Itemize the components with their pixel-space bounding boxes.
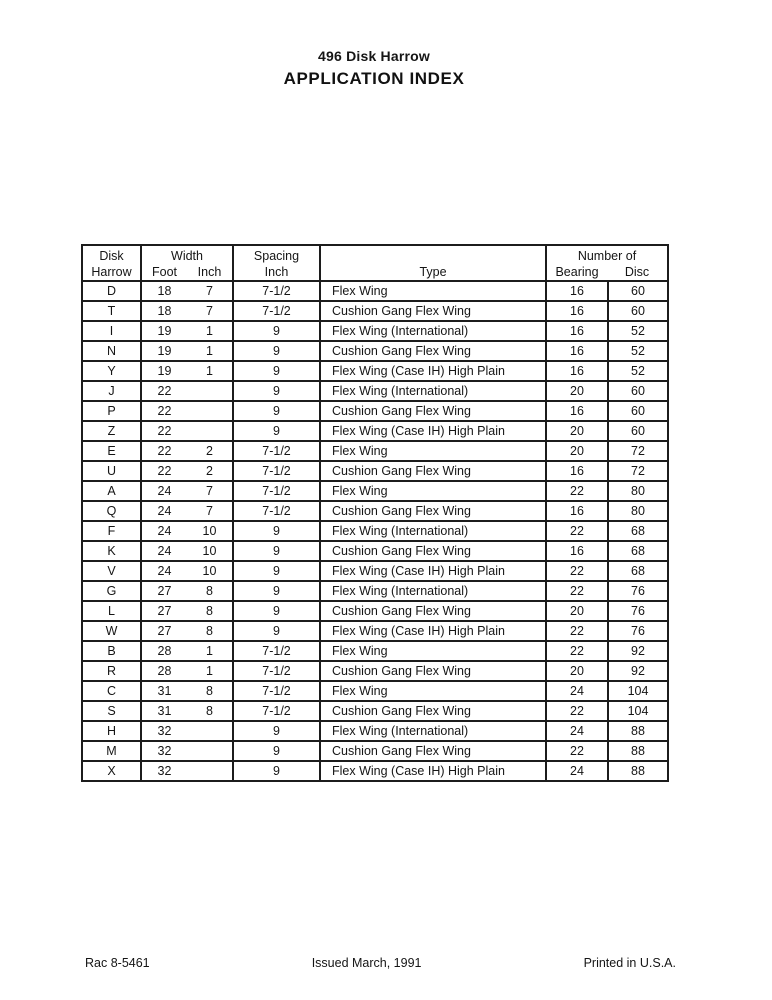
cell-bearing: 20 [546, 421, 608, 441]
cell-bearing: 16 [546, 361, 608, 381]
cell-inch: 7 [206, 284, 213, 298]
cell-disc: 52 [608, 341, 668, 361]
cell-disk-harrow: M [82, 741, 141, 761]
cell-spacing: 7-1/2 [233, 481, 320, 501]
cell-disc: 60 [608, 401, 668, 421]
cell-inch: 2 [206, 444, 213, 458]
header-foot: Foot [151, 265, 177, 279]
cell-foot: 28 [157, 644, 172, 658]
cell-foot: 22 [157, 464, 172, 478]
cell-type: Flex Wing [320, 281, 546, 301]
table-row [82, 341, 668, 361]
cell-inch: 1 [206, 644, 213, 658]
table-row [82, 561, 668, 581]
cell-spacing: 7-1/2 [233, 501, 320, 521]
cell-disc: 88 [608, 721, 668, 741]
header-disk-line1: Disk [99, 249, 124, 263]
cell-width [141, 281, 233, 301]
cell-width [141, 561, 233, 581]
cell-width [141, 481, 233, 501]
cell-type: Flex Wing [320, 481, 546, 501]
cell-inch: 10 [202, 564, 217, 578]
cell-type: Flex Wing (Case IH) High Plain [320, 421, 546, 441]
cell-inch: 1 [206, 344, 213, 358]
cell-disk-harrow: K [82, 541, 141, 561]
cell-foot: 27 [157, 624, 172, 638]
cell-foot: 18 [157, 284, 172, 298]
header-spacing [233, 245, 320, 281]
cell-disc: 104 [608, 701, 668, 721]
footer-publication-number: Rac 8-5461 [85, 956, 150, 970]
cell-bearing: 20 [546, 441, 608, 461]
table-row [82, 421, 668, 441]
table-row [82, 501, 668, 521]
cell-type: Cushion Gang Flex Wing [320, 301, 546, 321]
table-row [82, 621, 668, 641]
cell-inch: 2 [206, 464, 213, 478]
cell-width [141, 681, 233, 701]
cell-spacing: 9 [233, 421, 320, 441]
cell-foot: 24 [157, 544, 172, 558]
cell-foot: 24 [157, 504, 172, 518]
cell-foot: 24 [157, 564, 172, 578]
table-row [82, 461, 668, 481]
table-row [82, 441, 668, 461]
cell-disc: 60 [608, 281, 668, 301]
cell-spacing: 9 [233, 321, 320, 341]
header-type-label: Type [419, 265, 447, 279]
cell-disk-harrow: G [82, 581, 141, 601]
cell-width [141, 621, 233, 641]
cell-spacing: 9 [233, 761, 320, 781]
table-header [82, 245, 668, 281]
cell-foot: 31 [157, 684, 172, 698]
cell-disc: 52 [608, 321, 668, 341]
header-type [320, 245, 546, 281]
cell-disk-harrow: S [82, 701, 141, 721]
cell-bearing: 22 [546, 641, 608, 661]
cell-width [141, 401, 233, 421]
cell-width [141, 721, 233, 741]
cell-bearing: 16 [546, 401, 608, 421]
table-row [82, 601, 668, 621]
cell-width [141, 361, 233, 381]
cell-bearing: 22 [546, 481, 608, 501]
cell-bearing: 24 [546, 721, 608, 741]
cell-bearing: 22 [546, 701, 608, 721]
cell-inch: 1 [206, 664, 213, 678]
cell-bearing: 16 [546, 341, 608, 361]
cell-disc: 80 [608, 481, 668, 501]
cell-width [141, 521, 233, 541]
cell-bearing: 16 [546, 321, 608, 341]
cell-foot: 22 [157, 424, 172, 438]
cell-bearing: 16 [546, 281, 608, 301]
table-row [82, 701, 668, 721]
cell-foot: 32 [157, 764, 172, 778]
cell-type: Flex Wing (International) [320, 581, 546, 601]
cell-inch [187, 763, 232, 779]
cell-type: Flex Wing (Case IH) High Plain [320, 561, 546, 581]
cell-disk-harrow: L [82, 601, 141, 621]
cell-disk-harrow: Z [82, 421, 141, 441]
cell-inch: 8 [206, 684, 213, 698]
cell-spacing: 9 [233, 381, 320, 401]
cell-width [141, 501, 233, 521]
cell-disc: 76 [608, 621, 668, 641]
table-row [82, 741, 668, 761]
cell-disc: 92 [608, 661, 668, 681]
page-title: APPLICATION INDEX [283, 69, 465, 88]
cell-type: Flex Wing (International) [320, 721, 546, 741]
header-disc: Disc [624, 265, 650, 279]
cell-spacing: 9 [233, 601, 320, 621]
cell-width [141, 601, 233, 621]
cell-disk-harrow: E [82, 441, 141, 461]
cell-inch [187, 403, 232, 419]
cell-disc: 104 [608, 681, 668, 701]
cell-bearing: 16 [546, 541, 608, 561]
cell-foot: 27 [157, 584, 172, 598]
cell-width [141, 321, 233, 341]
cell-disk-harrow: F [82, 521, 141, 541]
cell-disk-harrow: P [82, 401, 141, 421]
cell-type: Flex Wing (International) [320, 321, 546, 341]
cell-type: Cushion Gang Flex Wing [320, 341, 546, 361]
cell-disk-harrow: Y [82, 361, 141, 381]
cell-inch: 8 [206, 704, 213, 718]
cell-foot: 24 [157, 524, 172, 538]
cell-foot: 27 [157, 604, 172, 618]
cell-disk-harrow: Q [82, 501, 141, 521]
cell-spacing: 7-1/2 [233, 701, 320, 721]
cell-bearing: 20 [546, 661, 608, 681]
cell-disk-harrow: A [82, 481, 141, 501]
cell-type: Cushion Gang Flex Wing [320, 661, 546, 681]
cell-bearing: 22 [546, 561, 608, 581]
cell-inch: 10 [202, 524, 217, 538]
cell-spacing: 9 [233, 721, 320, 741]
header-disk-harrow [82, 245, 141, 281]
table-row [82, 481, 668, 501]
table-row [82, 361, 668, 381]
header-inch: Inch [197, 265, 222, 279]
cell-spacing: 9 [233, 561, 320, 581]
cell-type: Cushion Gang Flex Wing [320, 401, 546, 421]
cell-disc: 68 [608, 521, 668, 541]
cell-width [141, 541, 233, 561]
table-row [82, 661, 668, 681]
cell-disc: 72 [608, 461, 668, 481]
cell-foot: 22 [157, 444, 172, 458]
cell-spacing: 9 [233, 541, 320, 561]
cell-bearing: 22 [546, 521, 608, 541]
cell-type: Flex Wing (Case IH) High Plain [320, 761, 546, 781]
cell-type: Flex Wing [320, 441, 546, 461]
table-row [82, 541, 668, 561]
cell-inch: 10 [202, 544, 217, 558]
cell-type: Flex Wing (Case IH) High Plain [320, 361, 546, 381]
header-spacing-line2: Inch [264, 265, 289, 279]
cell-type: Cushion Gang Flex Wing [320, 601, 546, 621]
cell-foot: 31 [157, 704, 172, 718]
cell-bearing: 20 [546, 381, 608, 401]
table-row [82, 281, 668, 301]
cell-foot: 18 [157, 304, 172, 318]
cell-inch [187, 423, 232, 439]
cell-inch [187, 723, 232, 739]
cell-width [141, 741, 233, 761]
cell-bearing: 16 [546, 301, 608, 321]
cell-bearing: 22 [546, 581, 608, 601]
cell-type: Cushion Gang Flex Wing [320, 541, 546, 561]
cell-disc: 68 [608, 541, 668, 561]
cell-disk-harrow: V [82, 561, 141, 581]
cell-type: Flex Wing (International) [320, 381, 546, 401]
cell-disc: 76 [608, 581, 668, 601]
cell-disc: 92 [608, 641, 668, 661]
cell-type: Flex Wing [320, 641, 546, 661]
table-row [82, 381, 668, 401]
cell-foot: 19 [157, 364, 172, 378]
cell-disk-harrow: I [82, 321, 141, 341]
cell-spacing: 9 [233, 361, 320, 381]
cell-bearing: 24 [546, 761, 608, 781]
cell-inch: 7 [206, 504, 213, 518]
cell-spacing: 7-1/2 [233, 681, 320, 701]
cell-type: Cushion Gang Flex Wing [320, 461, 546, 481]
cell-disk-harrow: N [82, 341, 141, 361]
header-width-group-label: Width [171, 249, 203, 263]
cell-foot: 19 [157, 344, 172, 358]
cell-disc: 72 [608, 441, 668, 461]
cell-width [141, 701, 233, 721]
cell-width [141, 761, 233, 781]
cell-width [141, 661, 233, 681]
cell-type: Flex Wing (International) [320, 521, 546, 541]
header-bearing: Bearing [555, 265, 599, 279]
document-subtitle: 496 Disk Harrow [318, 48, 430, 64]
table-row [82, 521, 668, 541]
cell-spacing: 9 [233, 621, 320, 641]
cell-disk-harrow: D [82, 281, 141, 301]
cell-foot: 22 [157, 404, 172, 418]
cell-inch: 1 [206, 324, 213, 338]
table-row [82, 401, 668, 421]
cell-width [141, 301, 233, 321]
cell-inch: 8 [206, 624, 213, 638]
table-body [82, 281, 668, 781]
header-disk-line2: Harrow [91, 265, 132, 279]
cell-disc: 76 [608, 601, 668, 621]
cell-inch [187, 743, 232, 759]
page-footer [85, 956, 676, 970]
cell-bearing: 22 [546, 741, 608, 761]
table-row [82, 321, 668, 341]
table-row [82, 721, 668, 741]
table-row [82, 581, 668, 601]
cell-spacing: 9 [233, 401, 320, 421]
cell-disk-harrow: J [82, 381, 141, 401]
footer-issue-date: Issued March, 1991 [311, 956, 422, 970]
cell-disc: 60 [608, 421, 668, 441]
table-row [82, 681, 668, 701]
cell-bearing: 20 [546, 601, 608, 621]
cell-spacing: 9 [233, 521, 320, 541]
cell-width [141, 461, 233, 481]
cell-inch: 8 [206, 584, 213, 598]
cell-disc: 88 [608, 741, 668, 761]
cell-spacing: 7-1/2 [233, 641, 320, 661]
cell-bearing: 24 [546, 681, 608, 701]
cell-inch: 8 [206, 604, 213, 618]
page-header [0, 48, 748, 89]
cell-foot: 28 [157, 664, 172, 678]
cell-spacing: 7-1/2 [233, 301, 320, 321]
cell-inch: 7 [206, 484, 213, 498]
cell-spacing: 7-1/2 [233, 281, 320, 301]
cell-bearing: 16 [546, 501, 608, 521]
cell-type: Cushion Gang Flex Wing [320, 501, 546, 521]
cell-disc: 80 [608, 501, 668, 521]
cell-disc: 60 [608, 381, 668, 401]
cell-width [141, 381, 233, 401]
cell-disk-harrow: C [82, 681, 141, 701]
cell-bearing: 16 [546, 461, 608, 481]
cell-disk-harrow: X [82, 761, 141, 781]
cell-width [141, 581, 233, 601]
cell-width [141, 441, 233, 461]
cell-spacing: 7-1/2 [233, 441, 320, 461]
header-number-group-label: Number of [577, 249, 637, 263]
cell-width [141, 341, 233, 361]
cell-disk-harrow: B [82, 641, 141, 661]
cell-disk-harrow: W [82, 621, 141, 641]
cell-inch [187, 383, 232, 399]
cell-disc: 60 [608, 301, 668, 321]
table-row [82, 641, 668, 661]
cell-disc: 88 [608, 761, 668, 781]
cell-width [141, 641, 233, 661]
cell-inch: 1 [206, 364, 213, 378]
cell-disk-harrow: U [82, 461, 141, 481]
cell-type: Cushion Gang Flex Wing [320, 701, 546, 721]
cell-disk-harrow: R [82, 661, 141, 681]
cell-spacing: 9 [233, 341, 320, 361]
cell-type: Flex Wing [320, 681, 546, 701]
table-row [82, 301, 668, 321]
cell-foot: 19 [157, 324, 172, 338]
header-spacing-line1: Spacing [253, 249, 300, 263]
cell-disk-harrow: H [82, 721, 141, 741]
cell-foot: 32 [157, 744, 172, 758]
cell-spacing: 7-1/2 [233, 461, 320, 481]
cell-type: Flex Wing (Case IH) High Plain [320, 621, 546, 641]
cell-spacing: 9 [233, 741, 320, 761]
table-row [82, 761, 668, 781]
cell-width [141, 421, 233, 441]
footer-printed-in: Printed in U.S.A. [583, 956, 676, 970]
cell-spacing: 9 [233, 581, 320, 601]
cell-foot: 22 [157, 384, 172, 398]
cell-disc: 68 [608, 561, 668, 581]
cell-bearing: 22 [546, 621, 608, 641]
cell-inch: 7 [206, 304, 213, 318]
cell-type: Cushion Gang Flex Wing [320, 741, 546, 761]
application-index-table [81, 244, 669, 782]
cell-disc: 52 [608, 361, 668, 381]
cell-disk-harrow: T [82, 301, 141, 321]
header-width [141, 245, 233, 281]
header-row [82, 245, 668, 281]
header-number-of [546, 245, 668, 281]
cell-spacing: 7-1/2 [233, 661, 320, 681]
cell-foot: 24 [157, 484, 172, 498]
cell-foot: 32 [157, 724, 172, 738]
